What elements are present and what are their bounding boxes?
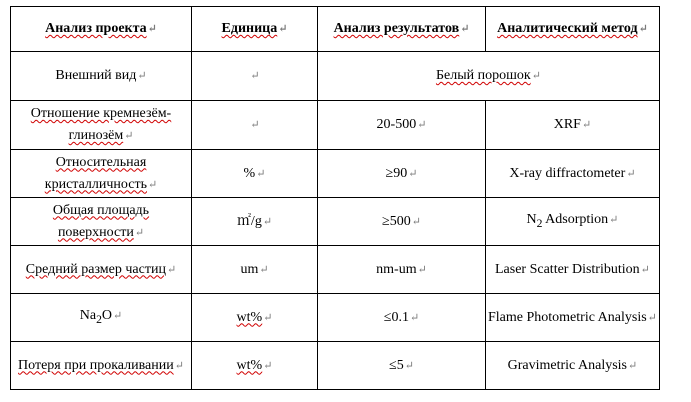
cell-text: nm-um: [376, 261, 417, 277]
cell-result[interactable]: ≤0.1↵: [318, 294, 486, 342]
header-label: Анализ проекта: [45, 21, 147, 36]
cell-result[interactable]: ≥90↵: [318, 150, 486, 198]
cell-unit[interactable]: um↵: [192, 246, 318, 294]
cell-item[interactable]: Средний размер частиц↵: [11, 246, 192, 294]
cell-method[interactable]: XRF↵: [486, 101, 660, 150]
table-row: [11, 342, 660, 390]
table-row: [11, 246, 660, 294]
cell-text: Средний размер частиц: [25, 261, 166, 277]
cell-text-subscript: 2: [536, 216, 543, 230]
cell-text: %: [243, 165, 256, 181]
cell-text: Laser Scatter Distribution: [495, 261, 640, 277]
cell-text: ≥500: [382, 213, 411, 229]
cell-result[interactable]: 20-500↵: [318, 101, 486, 150]
cell-text: wt%: [236, 357, 263, 373]
table-header-row: [11, 7, 660, 52]
analysis-table: [10, 6, 660, 390]
cell-method[interactable]: Laser Scatter Distribution↵: [486, 246, 660, 294]
cell-result[interactable]: ≤5↵: [318, 342, 486, 390]
header-cell-result[interactable]: Анализ результатов↵: [318, 7, 486, 52]
table-row: [11, 294, 660, 342]
cell-text-line2: глинозём: [68, 128, 124, 143]
cell-unit[interactable]: ㎡/g↵: [192, 198, 318, 246]
cell-item[interactable]: Общая площадь поверхности↵: [11, 198, 192, 246]
cell-method[interactable]: $N_2$ Adsorption↵: [486, 198, 660, 246]
cell-text: ≤0.1: [383, 309, 409, 325]
table-row: [11, 101, 660, 150]
cell-result-merged[interactable]: Белый порошок↵: [318, 52, 660, 101]
header-cell-item[interactable]: Анализ проекта↵: [11, 7, 192, 52]
cell-text-line1: Отношение кремнезём-: [30, 106, 172, 121]
cell-text-main: N: [526, 211, 537, 227]
cell-text: wt%: [236, 309, 263, 325]
cell-unit[interactable]: ↵: [192, 52, 318, 101]
cell-text-line2: кристалличность: [44, 176, 147, 192]
cell-method[interactable]: X-ray diffractometer↵: [486, 150, 660, 198]
cell-text: ≥90: [385, 165, 408, 181]
cell-item[interactable]: Относительная кристалличность↵: [11, 150, 192, 198]
cell-result[interactable]: ≥500↵: [318, 198, 486, 246]
header-label: Единица: [221, 21, 278, 36]
cell-unit[interactable]: wt%↵: [192, 342, 318, 390]
cell-unit[interactable]: wt%↵: [192, 294, 318, 342]
table-row: [11, 198, 660, 246]
cell-text: um: [240, 261, 259, 277]
cell-text: XRF: [553, 117, 581, 132]
table-row: [11, 150, 660, 198]
cell-result[interactable]: nm-um↵: [318, 246, 486, 294]
cell-item[interactable]: Внешний вид↵: [11, 52, 192, 101]
cell-unit[interactable]: ↵: [192, 101, 318, 150]
cell-text-main: Na: [79, 307, 97, 323]
cell-text: X-ray diffractometer: [509, 165, 626, 181]
cell-text: Внешний вид: [55, 68, 137, 83]
header-cell-unit[interactable]: Единица↵: [192, 7, 318, 52]
cell-text: ㎡/g: [236, 213, 262, 229]
cell-text-line1: Общая площадь: [52, 202, 150, 218]
cell-text-rest: Adsorption: [542, 211, 609, 227]
cell-text: Gravimetric Analysis: [507, 357, 628, 373]
cell-text: Белый порошок: [435, 68, 531, 83]
cell-text: Потеря при прокаливании: [18, 357, 174, 373]
cell-text: ≤5: [389, 357, 404, 373]
cell-unit[interactable]: %↵: [192, 150, 318, 198]
table-row: [11, 52, 660, 101]
cell-text: 20-500: [376, 117, 417, 132]
cell-item[interactable]: $Na_2O↵$: [11, 294, 192, 342]
cell-text: Flame Photometric Analysis: [488, 309, 647, 325]
header-cell-method[interactable]: Аналитический метод↵: [486, 7, 660, 52]
cell-text-line2: поверхности: [57, 224, 134, 240]
cell-item[interactable]: Отношение кремнезём- глинозём↵: [11, 101, 192, 150]
cell-text-rest: O: [101, 307, 113, 323]
cell-method[interactable]: Flame Photometric Analysis↵: [486, 294, 660, 342]
cell-text-subscript: 2: [96, 312, 102, 326]
header-label: Аналитический метод: [497, 21, 638, 36]
header-label: Анализ результатов: [333, 21, 460, 36]
cell-item[interactable]: Потеря при прокаливании↵: [11, 342, 192, 390]
cell-method[interactable]: Gravimetric Analysis↵: [486, 342, 660, 390]
cell-text-line1: Относительная: [55, 154, 147, 170]
